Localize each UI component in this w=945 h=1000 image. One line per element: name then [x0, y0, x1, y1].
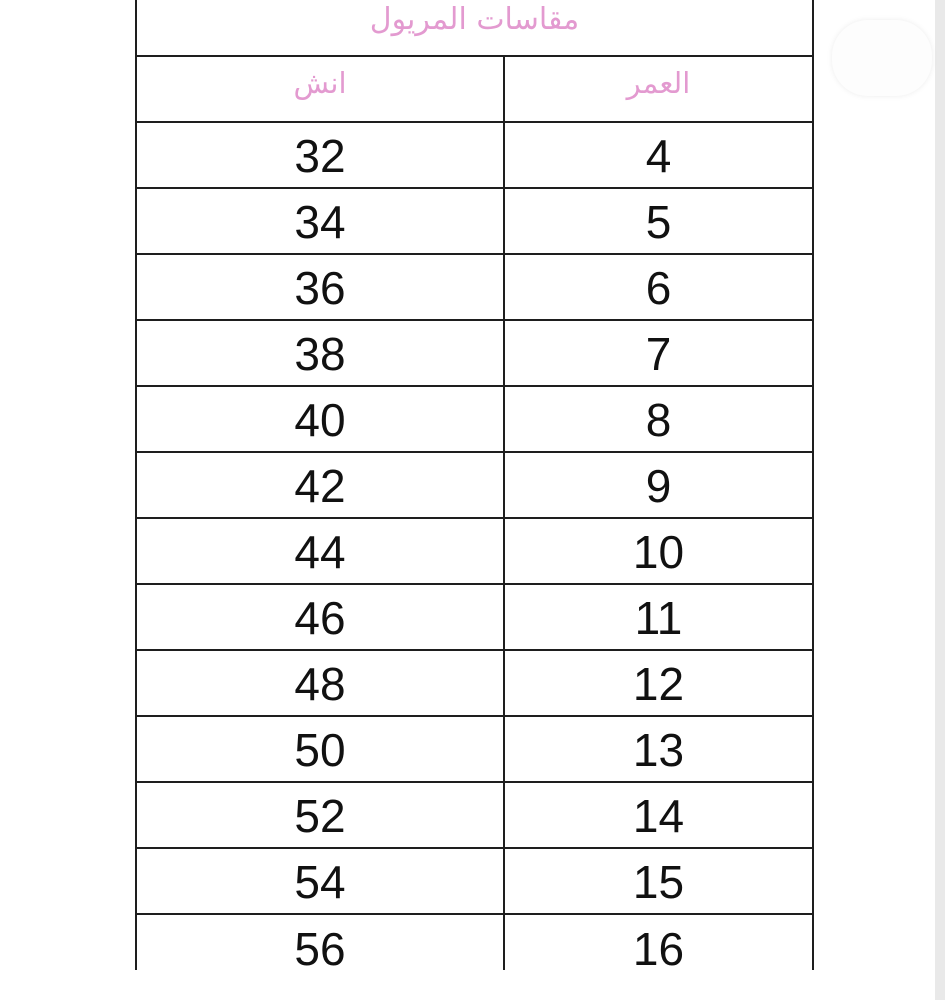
table-title: مقاسات المريول [369, 2, 580, 37]
inch-value: 44 [294, 526, 346, 578]
header-cell-inch [137, 57, 505, 121]
inch-value: 42 [294, 460, 346, 512]
inch-cell [137, 717, 505, 781]
inch-cell [137, 585, 505, 649]
table-row [137, 189, 812, 255]
table-row [137, 783, 812, 849]
table-body [137, 123, 812, 970]
table-title-row [137, 0, 812, 57]
age-value: 15 [632, 856, 685, 908]
table-header-row [137, 57, 812, 123]
age-value: 16 [632, 923, 685, 970]
table-row [137, 585, 812, 651]
age-value: 6 [645, 262, 672, 314]
age-value: 10 [632, 526, 685, 578]
age-value: 14 [632, 790, 685, 842]
age-cell [505, 189, 812, 253]
inch-cell [137, 849, 505, 913]
table-row [137, 915, 812, 970]
inch-cell [137, 321, 505, 385]
inch-value: 38 [294, 328, 346, 380]
inch-value: 34 [294, 196, 346, 248]
table-row [137, 717, 812, 783]
age-cell [505, 651, 812, 715]
age-value: 9 [645, 460, 672, 512]
age-cell [505, 255, 812, 319]
table-row [137, 651, 812, 717]
inch-value: 56 [294, 923, 346, 970]
age-value: 5 [645, 196, 672, 248]
age-cell [505, 123, 812, 187]
inch-cell [137, 255, 505, 319]
inch-value: 50 [294, 724, 346, 776]
age-cell [505, 453, 812, 517]
inch-value: 32 [294, 130, 346, 182]
inch-cell [137, 651, 505, 715]
inch-cell [137, 453, 505, 517]
age-cell [505, 915, 812, 970]
size-chart-table [135, 0, 814, 970]
inch-cell [137, 189, 505, 253]
overlay-bubble [832, 20, 932, 96]
table-row [137, 519, 812, 585]
inch-value: 46 [294, 592, 346, 644]
age-value: 12 [632, 658, 685, 710]
table-row [137, 849, 812, 915]
header-age: العمر [626, 66, 691, 100]
table-row [137, 255, 812, 321]
inch-cell [137, 915, 505, 970]
right-edge-strip [935, 0, 945, 1000]
age-cell [505, 321, 812, 385]
age-value: 11 [634, 592, 683, 644]
table-row [137, 321, 812, 387]
inch-value: 40 [294, 394, 346, 446]
age-cell [505, 387, 812, 451]
inch-cell [137, 519, 505, 583]
inch-value: 48 [294, 658, 346, 710]
header-inch: انش [293, 66, 347, 100]
age-value: 13 [632, 724, 685, 776]
table-row [137, 123, 812, 189]
table-row [137, 453, 812, 519]
age-value: 8 [645, 394, 672, 446]
age-value: 7 [645, 328, 672, 380]
age-cell [505, 519, 812, 583]
age-value: 4 [645, 130, 672, 182]
inch-value: 52 [294, 790, 346, 842]
inch-cell [137, 387, 505, 451]
inch-value: 54 [294, 856, 346, 908]
inch-value: 36 [294, 262, 346, 314]
age-cell [505, 849, 812, 913]
age-cell [505, 585, 812, 649]
inch-cell [137, 783, 505, 847]
table-row [137, 387, 812, 453]
age-cell [505, 717, 812, 781]
age-cell [505, 783, 812, 847]
inch-cell [137, 123, 505, 187]
header-cell-age [505, 57, 812, 121]
